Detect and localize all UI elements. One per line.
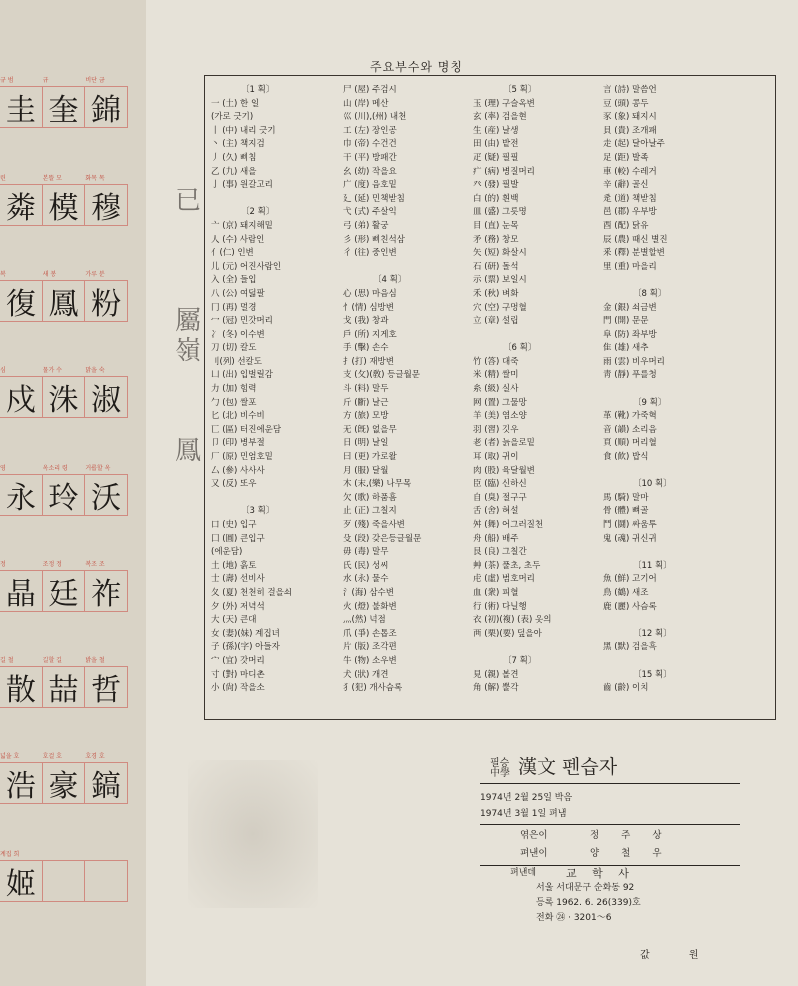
radical-entry: 冫 (冬) 이수변 [211, 329, 265, 340]
practice-row [0, 667, 128, 708]
practice-header-label: 거룹할 옥 [85, 464, 111, 472]
radical-entry: 水 (永) 물수 [343, 574, 389, 585]
radical-entry: 冂 (再) 멀경 [211, 302, 257, 313]
practice-character: 穆 [85, 185, 128, 225]
paper-stain [188, 760, 318, 908]
radical-entry: 刂(列) 선칼도 [211, 356, 262, 367]
radical-entry: 歹 (殘) 죽을사변 [343, 520, 405, 530]
practice-character: 粦 [0, 185, 43, 225]
practice-block [0, 748, 128, 804]
radical-entry: 儿 (元) 어진사람인 [211, 261, 282, 272]
radical-entry: 黑 (默) 검을흑 [603, 642, 657, 653]
radical-entry: 艸 (茶) 풀초, 초두 [473, 560, 541, 571]
practice-header-label: 물가 수 [42, 366, 62, 374]
radical-entry: 氏 (民) 성씨 [343, 560, 389, 571]
house-name: 교 학 사 [566, 867, 635, 880]
radical-entry: 寸 (對) 마디촌 [211, 669, 265, 680]
practice-block-header [0, 652, 128, 667]
radical-entry: 广 (度) 음호밑 [343, 180, 397, 191]
index-spacer [343, 261, 421, 275]
radical-entry: 厂 (原) 민엄호밑 [211, 452, 273, 463]
practice-block-header [0, 460, 128, 475]
radical-entry: 彳 (往) 중인변 [343, 248, 397, 259]
practice-block-header [0, 266, 128, 281]
practice-character: 模 [43, 185, 86, 225]
radical-entry: 匸 (區) 터진에운담 [211, 424, 282, 435]
radical-entry: 手 (擊) 손수 [343, 343, 389, 354]
practice-character: 晶 [0, 571, 43, 611]
stroke-count-heading: 〔2 획〕 [241, 207, 275, 218]
practice-block [0, 556, 128, 612]
practice-header-label: 영 [0, 464, 6, 472]
radical-entry: 土 (地) 흙토 [211, 560, 257, 571]
radical-entry: 月 (服) 달월 [343, 465, 389, 476]
colophon [480, 752, 740, 926]
radical-entry: 臣 (臨) 신하신 [473, 479, 527, 490]
radical-entry: 彡 (形) 삐친석삼 [343, 234, 405, 245]
radical-entry: 工 (左) 장인공 [343, 125, 397, 136]
radical-entry: 夂 (夏) 천천히 걸을쇠 [211, 587, 293, 598]
practice-character: 祚 [85, 571, 128, 611]
radical-entry: 牛 (物) 소우변 [343, 655, 397, 666]
radical-entry: 門 (開) 문문 [603, 316, 649, 327]
stroke-count-heading: 〔6 획〕 [503, 343, 537, 354]
practice-character: 洙 [43, 377, 86, 417]
radical-entry: 羽 (習) 깃우 [473, 424, 519, 435]
radical-entry: 日 (明) 날일 [343, 438, 389, 449]
practice-header-label: 정 [0, 560, 6, 568]
index-column [603, 84, 672, 696]
radical-entry: 石 (研) 돌석 [473, 261, 519, 272]
publisher-name: 양철우 [590, 848, 684, 859]
radical-entry: 立 (章) 설립 [473, 316, 519, 327]
radical-entry: 辛 (辭) 골신 [603, 180, 649, 191]
price: 값 원 [640, 950, 717, 961]
radical-entry: 田 (由) 밭전 [473, 139, 519, 150]
practice-header-label: 심 [0, 366, 6, 374]
radical-entry: 鬼 (魂) 귀신귀 [603, 533, 657, 544]
radical-entry: 氵(海) 삼수변 [343, 587, 394, 598]
radical-entry: 亠 (京) 돼지해밑 [211, 220, 273, 231]
radical-entry: 目 (直) 눈목 [473, 220, 519, 231]
practice-row [0, 861, 128, 902]
radical-entry: 骨 (體) 뼈골 [603, 506, 649, 517]
radical-entry: 大 (天) 큰대 [211, 615, 257, 626]
radical-entry: 入 (全) 들입 [211, 275, 257, 286]
radical-entry: 止 (正) 그칠지 [343, 506, 397, 517]
radical-entry: 巛 (川),(州) 내천 [343, 112, 407, 123]
radical-entry: 竹 (答) 대죽 [473, 356, 519, 367]
practice-row [0, 571, 128, 612]
radical-entry: 禾 (秋) 벼화 [473, 288, 519, 299]
practice-header-label: 옥소리 령 [42, 464, 68, 472]
radical-entry: 扌(打) 재방변 [343, 356, 394, 367]
radical-entry: 力 (加) 힘력 [211, 384, 257, 395]
credits [480, 825, 740, 866]
radical-entry: 匕 (北) 비수비 [211, 411, 265, 422]
practice-header-label: 복 [0, 270, 6, 278]
practice-block [0, 170, 128, 226]
radical-entry: 支 (攵)(敎) 등글월문 [343, 370, 421, 381]
practice-block [0, 266, 128, 322]
practice-header-label: 가루 분 [85, 270, 105, 278]
radical-entry: 一 (土) 한 일 [211, 98, 260, 109]
radical-entry: 斤 (斷) 날근 [343, 397, 389, 408]
practice-character: 淑 [85, 377, 128, 417]
radical-entry: 巾 (帝) 수건건 [343, 139, 397, 150]
practice-character: 玲 [43, 475, 86, 515]
radical-entry: 辰 (農) 때신 별진 [603, 234, 668, 245]
practice-header-label: 밝을 철 [85, 656, 105, 664]
radical-entry: 鳥 (鶴) 새조 [603, 587, 649, 598]
publisher-label: 펴낸이 [520, 848, 548, 859]
radical-entry: 疋 (疑) 필필 [473, 152, 519, 163]
radical-entry: 貝 (貴) 조개패 [603, 125, 657, 136]
practice-header-label: 복조 조 [85, 560, 105, 568]
practice-header-label: 계집 희 [0, 850, 20, 858]
stroke-count-heading: 〔10 획〕 [633, 479, 672, 490]
radical-entry: 癶 (發) 필발 [473, 180, 519, 191]
radical-entry: 行 (術) 다닐행 [473, 601, 527, 612]
radical-entry: 人 (수) 사람인 [211, 234, 265, 245]
radical-entry: 亻(仁) 인변 [211, 248, 254, 259]
stroke-count-heading: 〔7 획〕 [503, 655, 537, 666]
practice-header-label: 화목 목 [85, 174, 105, 182]
practice-character: 散 [0, 667, 43, 707]
radical-entry: 毋 (毒) 말무 [343, 547, 389, 558]
radical-entry: 雨 (雲) 비우머리 [603, 356, 665, 367]
radical-entry: 冖 (冠) 민갓머리 [211, 316, 273, 327]
practice-block [0, 72, 128, 128]
stroke-count-heading: 〔8 획〕 [633, 288, 667, 299]
practice-header-label: 호걸 호 [42, 752, 62, 760]
radical-entry: 耳 (取) 귀이 [473, 452, 519, 463]
practice-header-label: 본뜰 모 [42, 174, 62, 182]
pencil-mark: 鳳 [175, 436, 202, 466]
practice-block-header [0, 846, 128, 861]
index-spacer [603, 546, 672, 560]
practice-character: 錦 [85, 87, 128, 127]
radical-entry: 羊 (美) 염소양 [473, 411, 527, 422]
radical-entry: 又 (反) 또우 [211, 479, 257, 490]
practice-block [0, 460, 128, 516]
radical-entry: 忄(情) 심방변 [343, 302, 394, 313]
practice-character [43, 861, 86, 901]
radical-entry: 艮 (良) 그칠간 [473, 547, 527, 558]
title-prefix-2: 中學 [490, 768, 510, 779]
radical-index-table [204, 75, 776, 720]
practice-header-label: 길할 길 [42, 656, 62, 664]
practice-character: 奎 [43, 87, 86, 127]
radical-entry: 爪 (爭) 손톱조 [343, 628, 397, 639]
practice-row [0, 87, 128, 128]
print-dates [480, 790, 740, 825]
radical-entry: 欠 (歌) 하품흠 [343, 492, 397, 503]
radical-entry: 里 (重) 마을리 [603, 261, 657, 272]
registration: 등록 1962. 6. 26(339)호 [536, 898, 641, 908]
practice-block [0, 362, 128, 418]
index-spacer [603, 614, 672, 628]
practice-character: 沃 [85, 475, 128, 515]
practice-block [0, 652, 128, 708]
radical-entry: 肉 (股) 육달월변 [473, 465, 535, 476]
index-spacer [603, 655, 672, 669]
radical-entry: 革 (靴) 가죽혁 [603, 411, 657, 422]
practice-row [0, 475, 128, 516]
practice-block [0, 846, 128, 902]
radical-entry: 自 (臭) 절구구 [473, 492, 527, 503]
radical-entry: 釆 (釋) 분별할변 [603, 248, 665, 259]
index-spacer [211, 193, 292, 207]
radical-entry: 皿 (盛) 그릇명 [473, 207, 527, 218]
index-column [343, 84, 421, 696]
book-title-text: 漢文 펜습자 [518, 756, 618, 778]
left-practice-page [0, 0, 170, 986]
index-title: 주요부수와 명칭 [370, 60, 463, 74]
publisher-info [480, 866, 740, 926]
radical-entry: 女 (妻)(妹) 계집녀 [211, 628, 280, 639]
practice-character: 哲 [85, 667, 128, 707]
radical-entry: 凵 (出) 입벌릴감 [211, 370, 273, 381]
radical-entry: 方 (旅) 모방 [343, 411, 389, 422]
index-spacer [211, 492, 292, 506]
radical-entry: 穴 (空) 구멍혈 [473, 302, 527, 313]
radical-entry: 金 (銀) 쇠금변 [603, 302, 657, 313]
practice-header-label: 새 봉 [42, 270, 57, 278]
radical-entry: 勹 (包) 쌀포 [211, 397, 257, 408]
radical-entry: 走 (起) 달아날주 [603, 139, 665, 150]
book-title-prefix [490, 759, 510, 779]
radical-entry: 頁 (順) 머리혈 [603, 438, 657, 449]
radical-entry: 辵 (道) 책받침 [603, 193, 657, 204]
radical-entry: 宀 (宜) 갓머리 [211, 655, 265, 666]
radical-entry: 鹿 (麗) 사슴록 [603, 601, 657, 612]
pencil-mark: 嶺 [175, 336, 202, 366]
practice-character [85, 861, 128, 901]
radical-entry: 襾 (栗)(要) 덮을아 [473, 628, 542, 639]
practice-header-label: 조정 정 [42, 560, 62, 568]
practice-header-label: 비단 금 [85, 76, 105, 84]
radical-entry: 网 (置) 그물망 [473, 397, 527, 408]
radical-entry: 生 (産) 날생 [473, 125, 519, 136]
index-column [211, 84, 292, 696]
radical-entry: 幺 (幼) 작을요 [343, 166, 397, 177]
index-spacer [603, 383, 672, 397]
radical-entry: 尸 (屋) 주검시 [343, 85, 397, 95]
radical-entry: 干 (平) 방패간 [343, 152, 397, 163]
stroke-count-heading: 〔11 획〕 [633, 560, 672, 571]
radical-entry: 言 (詩) 말씀언 [603, 85, 657, 95]
radical-entry: 口 (史) 입구 [211, 520, 257, 530]
index-spacer [473, 641, 551, 655]
radical-entry: 戈 (我) 창과 [343, 316, 389, 327]
radical-entry: 足 (距) 발족 [603, 152, 649, 163]
radical-entry: 音 (韻) 소리음 [603, 424, 657, 435]
practice-character: 廷 [43, 571, 86, 611]
address: 서울 서대문구 순화동 92 [536, 883, 635, 893]
radical-entry: 戶 (所) 지게호 [343, 329, 397, 340]
practice-character: 圭 [0, 87, 43, 127]
radical-entry: 士 (壽) 선비사 [211, 574, 265, 585]
practice-character: 鳳 [43, 281, 86, 321]
practice-header-label: 넓을 호 [0, 752, 20, 760]
radical-entry: 隹 (雄) 새추 [603, 343, 649, 354]
index-column [473, 84, 551, 696]
radical-entry: 夕 (外) 저녁석 [211, 601, 265, 612]
radical-entry: 舌 (舍) 혀설 [473, 506, 519, 517]
radical-entry: 玉 (理) 구슬옥변 [473, 98, 535, 109]
radical-entry: 无 (旣) 없을무 [343, 424, 397, 435]
practice-character: 鎬 [85, 763, 128, 803]
editor-row [520, 827, 740, 845]
radical-entry: 片 (版) 조각편 [343, 642, 397, 653]
radical-entry: 火 (燈) 불화변 [343, 601, 397, 612]
radical-entry: 白 (的) 흰백 [473, 193, 519, 204]
radical-entry: 鬥 (鬪) 싸움투 [603, 520, 657, 530]
radical-entry: 馬 (騎) 말마 [603, 492, 649, 503]
practice-row [0, 763, 128, 804]
radical-entry: 米 (精) 쌀미 [473, 370, 519, 381]
practice-character: 復 [0, 281, 43, 321]
radical-entry: 矢 (短) 화살시 [473, 248, 527, 259]
radical-entry: 見 (親) 볼견 [473, 669, 519, 680]
radical-entry: 弋 (式) 주살익 [343, 207, 397, 218]
practice-header-label: 맑을 숙 [85, 366, 105, 374]
publisher-row [520, 845, 740, 863]
practice-header-label: 규 범 [0, 76, 14, 84]
stroke-count-heading: 〔15 획〕 [633, 669, 672, 680]
stroke-count-heading: 〔9 획〕 [633, 397, 667, 408]
radical-entry: 邑 (郡) 우부방 [603, 207, 657, 218]
book-title [480, 752, 740, 784]
editor-name: 정주상 [590, 830, 684, 841]
practice-row [0, 281, 128, 322]
house-row [510, 866, 740, 881]
house-label: 펴낸데 [510, 868, 537, 878]
practice-character: 粉 [85, 281, 128, 321]
radical-entry: 魚 (鮮) 고기어 [603, 574, 657, 585]
radical-entry: 心 (思) 마음심 [343, 288, 397, 299]
stroke-count-heading: 〔12 획〕 [633, 628, 672, 639]
radical-entry: 囗 (圓) 큰입구 [211, 533, 265, 544]
print-date: 1974년 2월 25일 박음 [480, 793, 573, 803]
practice-header-label: 린 [0, 174, 6, 182]
radical-entry: 灬(然) 넉점 [343, 615, 386, 626]
radical-entry: (에운담) [211, 547, 243, 558]
radical-entry: 豆 (頭) 콩두 [603, 98, 649, 109]
pencil-mark: 已 [175, 186, 202, 216]
index-spacer [603, 274, 672, 288]
radical-entry: 矛 (務) 창모 [473, 234, 519, 245]
radical-entry: 丨 (中) 내리 긋기 [211, 125, 276, 136]
index-spacer [473, 329, 551, 343]
radical-entry: 卩 (印) 병부절 [211, 438, 265, 449]
radical-entry: 靑 (靜) 푸를청 [603, 370, 657, 381]
radical-entry: 舟 (船) 배주 [473, 533, 519, 544]
stroke-count-heading: 〔5 획〕 [503, 85, 537, 95]
radical-entry: 弓 (弟) 활궁 [343, 220, 389, 231]
radical-entry: 小 (尙) 작을소 [211, 683, 265, 694]
practice-block-header [0, 556, 128, 571]
radical-entry: 食 (飮) 밥식 [603, 452, 649, 463]
radical-entry: 乙 (九) 새을 [211, 166, 257, 177]
stroke-count-heading: 〔3 획〕 [241, 506, 275, 517]
radical-entry: 舛 (舞) 어그러질천 [473, 520, 544, 530]
radical-entry: 八 (公) 여덟팔 [211, 288, 265, 299]
radical-entry: 車 (較) 수레거 [603, 166, 657, 177]
radical-entry: 示 (票) 보일시 [473, 275, 527, 286]
practice-character: 喆 [43, 667, 86, 707]
practice-character: 豪 [43, 763, 86, 803]
radical-entry: 厶 (參) 사사사 [211, 465, 265, 476]
phone: 전화 ㉔ · 3201～6 [536, 913, 612, 923]
radical-entry: 犬 (狀) 개견 [343, 669, 389, 680]
stroke-count-heading: 〔4 획〕 [373, 275, 407, 286]
practice-header-label: 규 [42, 76, 49, 84]
radical-entry: 木 (末,(樂) 나무목 [343, 479, 412, 490]
radical-entry: (가로 긋기) [211, 112, 254, 123]
practice-header-label: 길 철 [0, 656, 14, 664]
practice-row [0, 185, 128, 226]
title-prefix-1: 필승 [490, 758, 510, 769]
radical-entry: 老 (者) 늙을로밑 [473, 438, 535, 449]
radical-entry: 虍 (虛) 범호머리 [473, 574, 535, 585]
practice-character: 姬 [0, 861, 43, 901]
radical-entry: 殳 (段) 갖은등글월문 [343, 533, 422, 544]
practice-header-label: 호경 호 [85, 752, 105, 760]
radical-entry: 丶 (主) 책지검 [211, 139, 265, 150]
radical-entry: 犭(犯) 개사슴록 [343, 683, 403, 694]
radical-entry: 血 (衆) 피혈 [473, 587, 519, 598]
radical-entry: 山 (岸) 메산 [343, 98, 389, 109]
radical-entry: 豕 (象) 돼지시 [603, 112, 657, 123]
radical-entry: 阜 (防) 좌부방 [603, 329, 657, 340]
radical-entry: 刀 (切) 칼도 [211, 343, 257, 354]
editor-label: 엮은이 [520, 830, 548, 841]
practice-character: 永 [0, 475, 43, 515]
radical-entry: 曰 (更) 가로왈 [343, 452, 397, 463]
practice-row [0, 377, 128, 418]
practice-block-header [0, 72, 128, 87]
radical-entry: 玄 (率) 검을현 [473, 112, 527, 123]
radical-entry: 糸 (級) 실사 [473, 384, 519, 395]
radical-entry: 亅 (事) 원갈고리 [211, 180, 273, 191]
radical-entry: 廴 (延) 민책받침 [343, 193, 405, 204]
radical-entry: 角 (解) 뿔각 [473, 683, 519, 694]
practice-block-header [0, 170, 128, 185]
radical-entry: 斗 (料) 말두 [343, 384, 389, 395]
radical-entry: 衣 (初)(複) (表) 옷의 [473, 615, 552, 626]
index-spacer [603, 465, 672, 479]
practice-character: 浩 [0, 763, 43, 803]
publish-date: 1974년 3월 1일 펴냄 [480, 809, 567, 819]
practice-block-header [0, 362, 128, 377]
radical-entry: 丿 (久) 삐침 [211, 152, 257, 163]
radical-entry: 子 (孫)(字) 아들자 [211, 642, 280, 653]
radical-entry: 酉 (配) 닭유 [603, 220, 649, 231]
stroke-count-heading: 〔1 획〕 [241, 85, 275, 95]
radical-entry: 疒 (病) 병질머리 [473, 166, 535, 177]
pencil-mark: 屬 [175, 306, 202, 336]
practice-character: 戍 [0, 377, 43, 417]
practice-block-header [0, 748, 128, 763]
radical-entry: 齒 (齡) 이치 [603, 683, 649, 694]
